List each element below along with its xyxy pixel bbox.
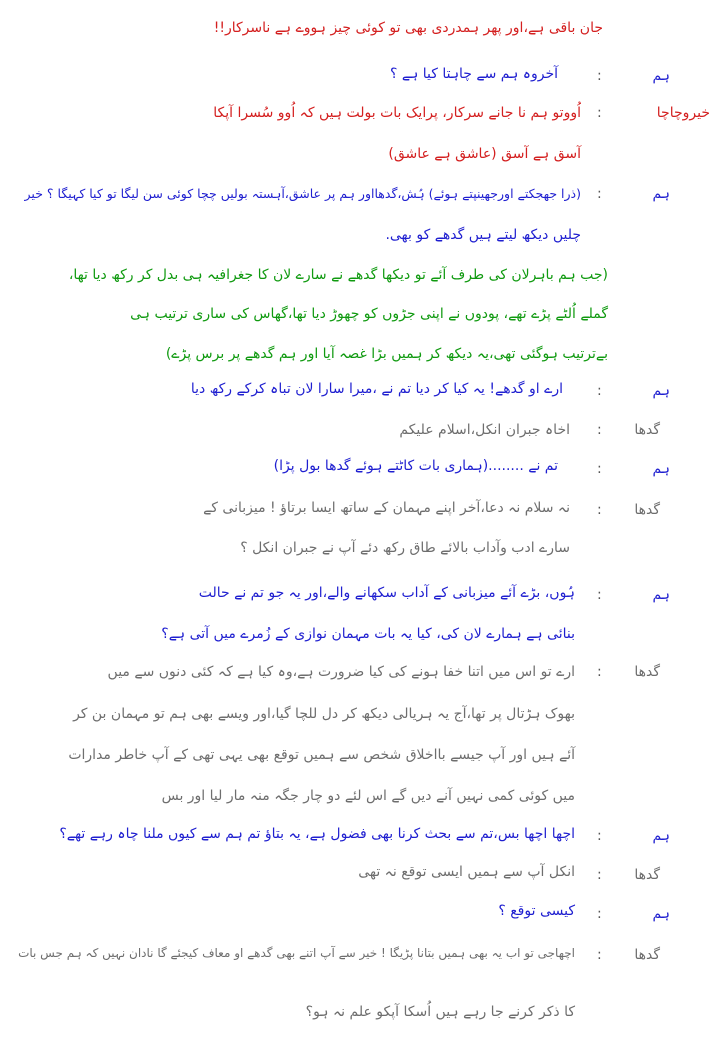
dialogue-line: کا ذکر کرنے جا رہے ہیں اُسکا آپکو علم نہ ہو؟ [305, 1004, 575, 1020]
dialogue-line: ارے او گدھے! یہ کیا کر دیا تم نے ،میرا سارا لان تباہ کرکے رکھ دیا [190, 381, 563, 397]
speaker-khairo-chacha: خیروچاچا [656, 105, 710, 121]
colon: : [597, 422, 602, 438]
dialogue-line: بنائی ہے ہمارے لان کی، کیا یہ بات مہمان نوازی کے زُمرے میں آتی ہے؟ [161, 626, 575, 642]
speaker-hum: ہم [652, 461, 670, 477]
speaker-hum: ہم [652, 828, 670, 844]
colon: : [597, 867, 602, 883]
narration-line: بےترتیب ہوگئی تھی،یہ دیکھ کر ہمیں بڑا غصہ آیا اور ہم گدھے پر برس پڑے) [165, 346, 608, 362]
speaker-gadha: گدھا [634, 502, 660, 518]
colon: : [597, 906, 602, 922]
colon: : [597, 105, 602, 121]
speaker-hum: ہم [652, 383, 670, 399]
speaker-gadha: گدھا [634, 422, 660, 438]
colon: : [597, 68, 602, 84]
colon: : [597, 828, 602, 844]
colon: : [597, 461, 602, 477]
dialogue-line: نہ سلام نہ دعا،آخر اپنے مہمان کے ساتھ ایسا برتاؤ ! میزبانی کے [203, 500, 570, 516]
dialogue-line: چلیں دیکھ لیتے ہیں گدھے کو بھی. [385, 227, 581, 243]
dialogue-line: ارے تو اس میں اتنا خفا ہونے کی کیا ضرورت ہے،وہ کیا ہے کہ کئی دنوں سے میں [107, 664, 575, 680]
dialogue-line: آسق ہے آسق (عاشق ہے عاشق) [388, 146, 581, 162]
colon: : [597, 664, 602, 680]
speaker-hum: ہم [652, 587, 670, 603]
narration-line: گملے اُلٹے پڑے تھے، پودوں نے اپنی جڑوں کو چھوڑ دیا تھا،گھاس کی ساری ترتیب ہی [130, 306, 608, 322]
dialogue-line: ہُوں، بڑے آئے میزبانی کے آداب سکھانے والے،اور یہ جو تم نے حالت [198, 585, 575, 601]
dialogue-line: اُووتو ہم نا جانے سرکار، پرایک بات بولت ہیں کہ اُوو سُسرا آپکا [213, 105, 581, 121]
speaker-gadha: گدھا [634, 947, 660, 963]
dialogue-line: اچھاجی تو اب یہ بھی ہمیں بتانا پڑیگا ! خیر سے آپ اتنے بھی گدھے او معاف کیجئے گا نادان نہیں کہ ہم جس بات [18, 946, 575, 960]
dialogue-line: کیسی توقع ؟ [498, 903, 575, 919]
narration-line: (جب ہم باہرلان کی طرف آئے تو دیکھا گدھے نے سارے لان کا جغرافیہ ہی بدل کر رکھ دیا تھا، [68, 267, 608, 283]
dialogue-line: تم نے ........(ہماری بات کاٹتے ہوئے گدھا بول پڑا) [273, 458, 558, 474]
speaker-gadha: گدھا [634, 664, 660, 680]
dialogue-line: آخروہ ہم سے چاہتا کیا ہے ؟ [390, 66, 558, 82]
dialogue-line: میں کوئی کمی نہیں آنے دیں گے اس لئے دو چار جگہ منہ مار لیا اور بس [161, 788, 575, 804]
speaker-hum: ہم [652, 186, 670, 202]
speaker-gadha: گدھا [634, 867, 660, 883]
colon: : [597, 502, 602, 518]
colon: : [597, 383, 602, 399]
dialogue-line: آئے ہیں اور آپ جیسے بااخلاق شخص سے ہمیں توقع بھی یہی تھی کے آپ خاطر مدارات [68, 747, 575, 763]
speaker-hum: ہم [652, 906, 670, 922]
dialogue-line: بھوک ہڑتال پر تھا،آج یہ ہریالی دیکھ کر دل للچا گیا،اور ویسے بھی ہم تو مہمان بن کر [73, 706, 575, 722]
dialogue-line: اخاہ جبران انکل،اسلام علیکم [399, 422, 570, 438]
dialogue-line: جان باقی ہے،اور پھر ہمدردی بھی تو کوئی چیز ہووے ہے ناسرکار!! [213, 20, 603, 36]
dialogue-line: سارے ادب وآداب بالائے طاق رکھ دئے آپ نے جبران انکل ؟ [240, 540, 570, 556]
dialogue-line: انکل آپ سے ہمیں ایسی توقع نہ تھی [358, 864, 575, 880]
speaker-hum: ہم [652, 68, 670, 84]
dialogue-line: اچھا اچھا بس،تم سے بحث کرنا بھی فضول ہے، یہ بتاؤ تم ہم سے کیوں ملنا چاہ رہے تھے؟ [59, 826, 575, 842]
colon: : [597, 947, 602, 963]
dialogue-line: (ذرا جھجکتے اورجھینپتے ہوئے) ہُش،گدھااور ہم پر عاشق،آہستہ بولیں چچا کوئی سن لیگا تو کیا کہیگا ؟ خیر [24, 186, 581, 201]
colon: : [597, 186, 602, 202]
colon: : [597, 587, 602, 603]
